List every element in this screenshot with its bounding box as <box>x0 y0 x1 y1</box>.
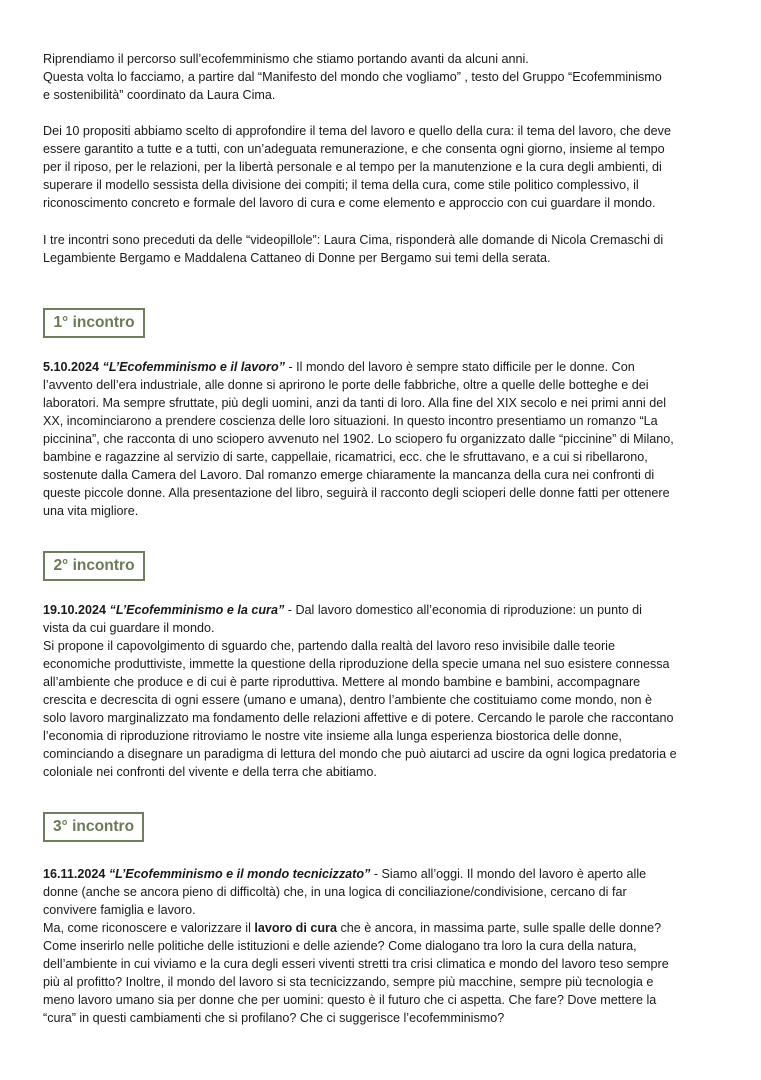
meeting-3-description <box>43 865 723 1027</box>
meeting-1-description <box>43 358 723 520</box>
text-line: essere garantito a tutte e a tutti, con un’adeguata remunerazione, e che consenta ogni giorno, insieme al tempo <box>43 142 665 156</box>
text-line: coloniale nei confronti del vivente e della terra che abitiamo. <box>43 765 377 779</box>
text-line: XX, incominciarono a prendere coscienza delle loro situazioni. In questo incontro presentiamo un romanzo “La <box>43 414 658 428</box>
meeting-3-intro-text: - Siamo all’oggi. Il mondo del lavoro è aperto alle <box>370 867 647 881</box>
text-line: riconoscimento concreto e formale del lavoro di cura e come elemento e approccio con cui guardare il mondo. <box>43 196 656 210</box>
text-line: cominciando a disegnare un paradigma di lettura del mondo che può aiutarci ad uscire da ogni logica predatoria e <box>43 747 677 761</box>
meeting-3-heading: 3° incontro <box>43 812 144 842</box>
text-line: per il riposo, per le relazioni, per la libertà personale e al tempo per la manutenzione e la cura degli ambienti, di <box>43 160 662 174</box>
text-line: crescita e decrescita di ogni essere (umano e umana), dentro l’ambiente che costituiamo come mondo, non è <box>43 693 653 707</box>
text-line: l’economia di riproduzione ritroviamo le nostre vite insieme alla lunga esperienza biostorica delle donne, <box>43 729 622 743</box>
meeting-2-heading: 2° incontro <box>43 551 145 581</box>
meeting-2-first-line <box>43 601 723 619</box>
meeting-2-intro-text: - Dal lavoro domestico all’economia di riproduzione: un punto di <box>284 603 642 617</box>
meeting-3-title: “L’Ecofemminismo e il mondo tecnicizzato” <box>108 867 371 881</box>
meeting-1-intro-text: - Il mondo del lavoro è sempre stato difficile per le donne. Con <box>284 360 635 374</box>
text-line: Legambiente Bergamo e Maddalena Cattaneo di Donne per Bergamo sui temi della serata. <box>43 251 551 265</box>
intro-paragraph-2 <box>43 122 723 212</box>
text-line: bambine e ragazzine al servizio di sarte, cappellaie, ricamatrici, ecc. che le sfruttavano, e a cui si ribellarono, <box>43 450 648 464</box>
meeting-1-date: 5.10.2024 <box>43 360 100 374</box>
meeting-3-first-line <box>43 865 723 883</box>
text-line: Come inserirlo nelle politiche delle istituzioni e delle aziende? Come dialogano tra loro la cura della natura, <box>43 939 637 953</box>
text-line: convivere famiglia e lavoro. <box>43 903 196 917</box>
text-line: piccinina”, che racconta di uno sciopero avvenuto nel 1902. Lo sciopero fu organizzato dalle “piccinine” di Milano, <box>43 432 674 446</box>
text-line: solo lavoro marginalizzato ma fondamento delle relazioni affettive e di potere. Cercando le parole che raccontano <box>43 711 674 725</box>
text-line: una vita migliore. <box>43 504 139 518</box>
cura-line: Ma, come riconoscere e valorizzare il lavoro di cura che è ancora, in massima parte, sulle spalle delle donne? <box>43 921 662 935</box>
meeting-2-date: 19.10.2024 <box>43 603 107 617</box>
text-line: meno lavoro umano sia per donne che per uomini: questo è il futuro che ci aspetta. Che fare? Dove mettere la <box>43 993 657 1007</box>
meeting-3-date: 16.11.2024 <box>43 867 106 881</box>
text-line: Dei 10 propositi abbiamo scelto di approfondire il tema del lavoro e quello della cura: il tema del lavoro, che deve <box>43 124 671 138</box>
meeting-2-title: “L’Ecofemminismo e la cura” <box>109 603 285 617</box>
text-line: Riprendiamo il percorso sull’ecofemminismo che stiamo portando avanti da alcuni anni. <box>43 52 529 66</box>
text-line: economiche produttiviste, immette la questione della riproduzione della specie umana nel suo esistere connessa <box>43 657 670 671</box>
text-line: sostenute dalla Camera del Lavoro. Dal romanzo emerge chiaramente la mancanza della cura nei confronti di <box>43 468 655 482</box>
intro-paragraph-3 <box>43 231 723 267</box>
text-line: donne (anche se ancora pieno di difficoltà) che, in una logica di conciliazione/condivisione, cercano di far <box>43 885 627 899</box>
text-line: superare il modello sessista della divisione dei compiti; il tema della cura, come stile politico complessivo, il <box>43 178 639 192</box>
text-line: laboratori. Ma sempre sfruttate, più degli uomini, anzi da tanti di loro. Alla fine del XIX secolo e nei primi anni del <box>43 396 667 410</box>
text-line: Si propone il capovolgimento di sguardo che, partendo dalla realtà del lavoro reso invisibile dalle teorie <box>43 639 615 653</box>
text-line: “cura” in questi cambiamenti che si profilano? Che ci suggerisce l’ecofemminismo? <box>43 1011 505 1025</box>
intro-paragraph-1 <box>43 50 723 104</box>
text-line: dell’ambiente in cui viviamo e la cura degli esseri viventi stretti tra crisi climatica e mondo del lavoro teso sempre <box>43 957 669 971</box>
meeting-1-heading: 1° incontro <box>43 308 145 338</box>
meeting-2-description <box>43 601 723 781</box>
text-line: più al profitto? Inoltre, il mondo del lavoro si sta tecnicizzando, sempre più macchine, sempre più tecnologia e <box>43 975 654 989</box>
text-line: vista da cui guardare il mondo. <box>43 621 215 635</box>
text-line: Questa volta lo facciamo, a partire dal “Manifesto del mondo che vogliamo” , testo del Gruppo “Ecofemminismo <box>43 70 662 84</box>
text-line: e sostenibilità” coordinato da Laura Cima. <box>43 88 276 102</box>
meeting-1-title: “L’Ecofemminismo e il lavoro” <box>102 360 285 374</box>
meeting-1-first-line <box>43 358 723 376</box>
text-line: l’avvento dell’era industriale, alle donne si aprirono le porte delle fabbriche, oltre a quelle delle botteghe e dei <box>43 378 649 392</box>
text-line: all’ambiente che produce e di cui è parte riproduttiva. Mettere al mondo bambine e bambini, accompagnare <box>43 675 641 689</box>
text-line: queste piccole donne. Alla presentazione del libro, seguirà il racconto degli scioperi delle donne fatti per ottenere <box>43 486 670 500</box>
text-line: I tre incontri sono preceduti da delle “videopillole”: Laura Cima, risponderà alle domande di Nicola Cremaschi di <box>43 233 664 247</box>
lavoro-di-cura-bold: lavoro di cura <box>254 921 337 935</box>
